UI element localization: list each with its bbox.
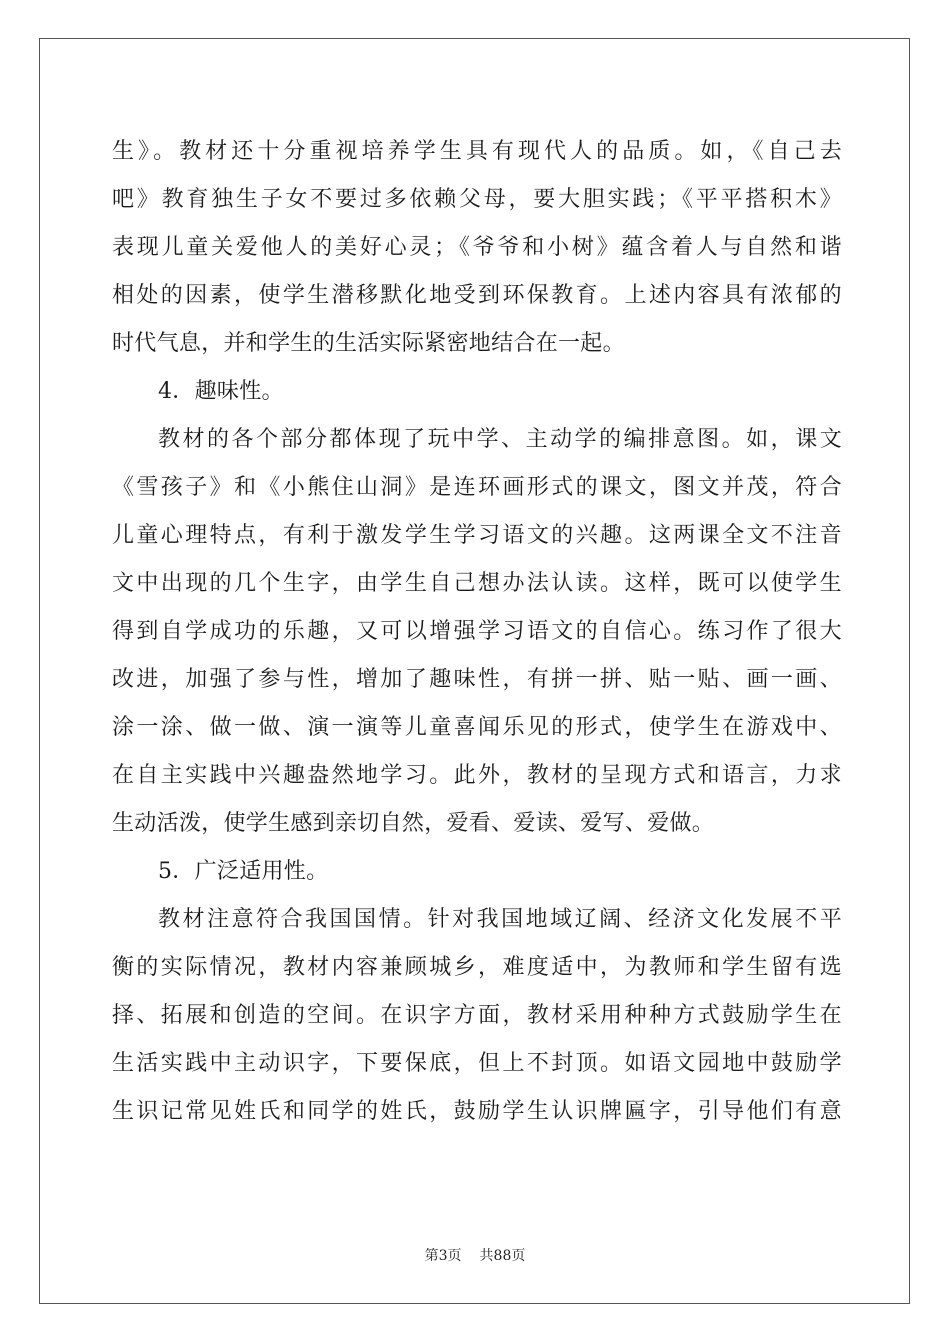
text-line: 生活实践中主动识字，下要保底，但上不封顶。如语文园地中鼓励学 xyxy=(112,1051,842,1076)
text-line: 生识记常见姓氏和同学的姓氏，鼓励学生认识牌匾字，引导他们有意 xyxy=(112,1099,842,1124)
text-line: 得到自学成功的乐趣，又可以增强学习语文的自信心。练习作了很大 xyxy=(112,619,842,644)
text-line: 在自主实践中兴趣盎然地学习。此外，教材的呈现方式和语言，力求 xyxy=(112,763,842,788)
text-line: 吧》教育独生子女不要过多依赖父母，要大胆实践；《平平搭积木》 xyxy=(112,187,842,212)
text-line: 相处的因素，使学生潜移默化地受到环保教育。上述内容具有浓郁的 xyxy=(112,283,842,308)
text-line: 《雪孩子》和《小熊住山洞》是连环画形式的课文，图文并茂，符合 xyxy=(112,475,842,500)
text-line: 择、拓展和创造的空间。在识字方面，教材采用种种方式鼓励学生在 xyxy=(112,1003,842,1028)
text-line: 时代气息，并和学生的生活实际紧密地结合在一起。 xyxy=(112,331,625,356)
text-line: 表现儿童关爱他人的美好心灵；《爷爷和小树》蕴含着人与自然和谐 xyxy=(112,235,842,260)
text-line: 文中出现的几个生字，由学生自己想办法认读。这样，既可以使学生 xyxy=(112,571,842,596)
text-line: 儿童心理特点，有利于激发学生学习语文的兴趣。这两课全文不注音 xyxy=(112,523,842,548)
text-line: 衡的实际情况，教材内容兼顾城乡，难度适中，为教师和学生留有选 xyxy=(112,955,842,980)
text-line: 涂一涂、做一做、演一演等儿童喜闻乐见的形式，使学生在游戏中、 xyxy=(112,715,842,740)
page-number: 第3页 xyxy=(424,1248,462,1264)
text-line: 生动活泼，使学生感到亲切自然，爱看、爱读、爱写、爱做。 xyxy=(112,811,715,836)
text-line: 教材的各个部分都体现了玩中学、主动学的编排意图。如，课文 xyxy=(158,427,842,452)
page-total: 共88页 xyxy=(479,1248,526,1264)
text-line: 生》。教材还十分重视培养学生具有现代人的品质。如，《自己去 xyxy=(112,139,842,164)
text-line: 改进，加强了参与性，增加了趣味性，有拼一拼、贴一贴、画一画、 xyxy=(112,667,842,692)
document-body xyxy=(112,128,842,1136)
text-line: 教材注意符合我国国情。针对我国地域辽阔、经济文化发展不平 xyxy=(158,907,842,932)
text-line: 4．趣味性。 xyxy=(158,379,284,404)
page-footer xyxy=(0,1245,950,1265)
text-line: 5．广泛适用性。 xyxy=(158,859,329,884)
